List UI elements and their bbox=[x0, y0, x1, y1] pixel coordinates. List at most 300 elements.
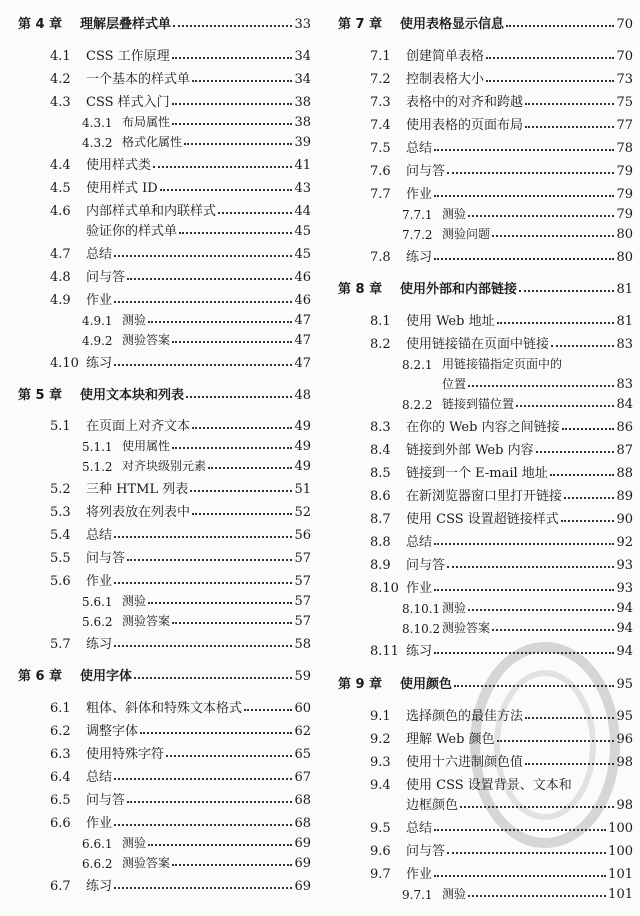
toc-entry-number: 5.3 bbox=[50, 505, 71, 520]
dot-leader bbox=[166, 755, 292, 757]
toc-entry-page: 80 bbox=[616, 227, 633, 242]
dot-leader bbox=[173, 25, 292, 27]
toc-entry-page: 47 bbox=[294, 333, 311, 348]
toc-entry-title: 使用样式类 bbox=[86, 158, 152, 173]
dot-leader bbox=[506, 25, 614, 27]
dot-leader bbox=[454, 685, 614, 687]
toc-entry-number: 6.7 bbox=[50, 879, 71, 894]
toc-entry-number: 5.2 bbox=[50, 482, 71, 497]
toc-entry bbox=[18, 306, 311, 328]
toc-entry-number: 8.6 bbox=[370, 489, 391, 504]
toc-entry-page: 56 bbox=[294, 528, 311, 543]
toc-entry-title: 总结 bbox=[86, 770, 113, 785]
dot-leader bbox=[561, 520, 615, 522]
toc-entry-title: 测验 bbox=[122, 594, 147, 608]
dot-leader bbox=[114, 778, 292, 780]
toc-entry bbox=[18, 763, 311, 785]
toc-entry-number: 6.1 bbox=[50, 701, 71, 716]
dot-leader bbox=[497, 322, 615, 324]
toc-entry-title: 选择颜色的最佳方法 bbox=[406, 709, 524, 724]
toc-entry-page: 80 bbox=[616, 250, 633, 265]
dot-leader bbox=[208, 467, 292, 469]
toc-entry-page: 69 bbox=[294, 856, 311, 871]
toc-entry-page: 78 bbox=[616, 141, 633, 156]
toc-entry-page: 58 bbox=[294, 637, 311, 652]
dot-leader bbox=[497, 740, 615, 742]
toc-entry-number: 4.2 bbox=[50, 72, 71, 87]
toc-entry-title: 练习 bbox=[86, 879, 113, 894]
toc-entry bbox=[338, 814, 633, 836]
toc-entry-page: 81 bbox=[616, 314, 633, 329]
toc-entry-number: 6.2 bbox=[50, 724, 71, 739]
toc-entry-title: 理解 Web 颜色 bbox=[406, 732, 495, 747]
dot-leader bbox=[434, 829, 606, 831]
toc-entry-page: 60 bbox=[294, 701, 311, 716]
toc-entry-title: 使用 CSS 设置超链接样式 bbox=[406, 512, 559, 527]
toc-entry-number: 7.7.1 bbox=[402, 208, 433, 222]
toc-entry bbox=[338, 551, 633, 573]
toc-entry-page: 34 bbox=[294, 72, 311, 87]
dot-leader bbox=[516, 405, 614, 407]
toc-entry-page: 98 bbox=[616, 798, 633, 813]
dot-leader bbox=[564, 497, 614, 499]
toc-entry-title: CSS 工作原理 bbox=[86, 49, 170, 64]
toc-entry-title: 使用颜色 bbox=[400, 677, 453, 692]
toc-entry bbox=[18, 240, 311, 262]
toc-entry bbox=[18, 521, 311, 543]
toc-entry-number: 7.7 bbox=[370, 187, 391, 202]
toc-entry-page: 84 bbox=[616, 397, 633, 412]
dot-leader bbox=[184, 143, 292, 145]
dot-leader bbox=[218, 212, 292, 214]
toc-entry-title: 用链接锚指定页面中的 bbox=[442, 357, 563, 371]
toc-entry-title: 位置 bbox=[442, 377, 467, 391]
toc-entry-title: 作业 bbox=[406, 581, 433, 596]
toc-entry-number: 8.2.2 bbox=[402, 398, 433, 412]
toc-entry bbox=[18, 809, 311, 831]
toc-entry bbox=[338, 65, 633, 87]
dot-leader bbox=[186, 396, 292, 398]
toc-entry-title: 作业 bbox=[406, 867, 433, 882]
toc-entry-number: 8.5 bbox=[370, 466, 391, 481]
dot-leader bbox=[153, 166, 292, 168]
toc-entry-page: 79 bbox=[616, 207, 633, 222]
toc-entry-title: 总结 bbox=[406, 141, 433, 156]
toc-entry bbox=[338, 42, 633, 64]
toc-entry-number: 4.7 bbox=[50, 247, 71, 262]
toc-entry-page: 94 bbox=[616, 601, 633, 616]
dot-leader bbox=[447, 566, 614, 568]
dot-leader bbox=[114, 645, 292, 647]
dot-leader bbox=[134, 677, 292, 679]
toc-entry-title: 对齐块级别元素 bbox=[122, 459, 207, 473]
dot-leader bbox=[140, 732, 292, 734]
toc-entry-title: 练习 bbox=[86, 637, 113, 652]
toc-entry-number: 6.6 bbox=[50, 816, 71, 831]
toc-entry bbox=[338, 413, 633, 435]
toc-entry-title: 使用表格显示信息 bbox=[400, 17, 505, 32]
toc-entry-number: 5.6.2 bbox=[82, 615, 113, 629]
toc-entry bbox=[338, 725, 633, 747]
toc-entry-page: 69 bbox=[294, 836, 311, 851]
toc-entry bbox=[338, 574, 633, 596]
toc-entry-title: 测验 bbox=[122, 836, 147, 850]
toc-entry-page: 33 bbox=[294, 17, 311, 32]
toc-entry-page: 57 bbox=[294, 614, 311, 629]
toc-entry-title: 问与答 bbox=[406, 164, 446, 179]
toc-entry-page: 73 bbox=[616, 72, 633, 87]
toc-entry-page: 45 bbox=[294, 224, 311, 239]
toc-entry-title: 问与答 bbox=[86, 270, 126, 285]
toc-entry-page: 38 bbox=[294, 115, 311, 130]
toc-entry bbox=[338, 702, 633, 724]
toc-entry-number: 8.2 bbox=[370, 337, 391, 352]
toc-entry-page: 100 bbox=[608, 821, 633, 836]
toc-entry-title: 在你的 Web 内容之间链接 bbox=[406, 420, 560, 435]
toc-entry-page: 101 bbox=[608, 887, 633, 902]
toc-entry bbox=[338, 482, 633, 504]
dot-leader bbox=[114, 255, 292, 257]
toc-entry-number: 6.3 bbox=[50, 747, 71, 762]
toc-entry bbox=[338, 594, 633, 616]
dot-leader bbox=[172, 103, 293, 105]
dot-leader bbox=[434, 652, 614, 654]
toc-entry bbox=[18, 412, 311, 434]
toc-entry bbox=[338, 614, 633, 636]
toc-entry-page: 96 bbox=[616, 732, 633, 747]
toc-entry bbox=[18, 286, 311, 308]
toc-entry bbox=[18, 498, 311, 520]
dot-leader bbox=[434, 258, 614, 260]
toc-entry bbox=[18, 42, 311, 64]
toc-entry-number: 9.6 bbox=[370, 844, 391, 859]
dot-leader bbox=[172, 57, 293, 59]
toc-entry-page: 45 bbox=[294, 247, 311, 262]
toc-entry-title: 使用样式 ID bbox=[86, 181, 158, 196]
toc-entry-number: 8.1 bbox=[370, 314, 391, 329]
toc-entry-number: 8.2.1 bbox=[402, 358, 433, 372]
toc-entry-page: 48 bbox=[294, 388, 311, 403]
dot-leader bbox=[486, 57, 614, 59]
dot-leader bbox=[114, 536, 292, 538]
toc-entry-title: 调整字体 bbox=[86, 724, 139, 739]
toc-entry bbox=[338, 157, 633, 179]
toc-entry-number: 8.3 bbox=[370, 420, 391, 435]
dot-leader bbox=[172, 341, 292, 343]
dot-leader bbox=[519, 290, 614, 292]
toc-entry-page: 86 bbox=[616, 420, 633, 435]
toc-entry-title: 测验 bbox=[122, 313, 147, 327]
toc-entry-number: 5.1.2 bbox=[82, 460, 113, 474]
toc-entry bbox=[18, 786, 311, 808]
dot-leader bbox=[192, 513, 292, 515]
toc-entry-number: 6.4 bbox=[50, 770, 71, 785]
toc-entry-page: 77 bbox=[616, 118, 633, 133]
dot-leader bbox=[447, 172, 614, 174]
toc-entry-title: CSS 样式入门 bbox=[86, 95, 170, 110]
toc-entry-title: 练习 bbox=[86, 356, 113, 371]
toc-entry-number: 4.3.1 bbox=[82, 116, 113, 130]
toc-chapter-entry bbox=[18, 10, 311, 32]
dot-leader bbox=[160, 189, 293, 191]
toc-chapter-entry bbox=[338, 10, 633, 32]
toc-entry-number: 4.3 bbox=[50, 95, 71, 110]
toc-entry-page: 94 bbox=[616, 644, 633, 659]
toc-entry-title: 三种 HTML 列表 bbox=[86, 482, 189, 497]
dot-leader bbox=[244, 709, 292, 711]
toc-entry-page: 67 bbox=[294, 770, 311, 785]
toc-entry-page: 92 bbox=[616, 535, 633, 550]
toc-entry bbox=[18, 717, 311, 739]
dot-leader bbox=[114, 887, 292, 889]
toc-entry-number: 6.6.2 bbox=[82, 857, 113, 871]
dot-leader bbox=[434, 543, 614, 545]
dot-leader bbox=[525, 717, 614, 719]
toc-entry-number: 第 6 章 bbox=[18, 669, 63, 684]
dot-leader bbox=[562, 428, 615, 430]
toc-entry-number: 9.7.1 bbox=[402, 888, 433, 902]
toc-entry bbox=[18, 197, 311, 219]
toc-entry-title: 理解层叠样式单 bbox=[80, 17, 172, 32]
toc-entry-page: 100 bbox=[608, 844, 633, 859]
toc-entry-title: 问与答 bbox=[86, 793, 126, 808]
toc-entry-page: 88 bbox=[616, 466, 633, 481]
dot-leader bbox=[172, 622, 292, 624]
toc-entry bbox=[338, 180, 633, 202]
toc-entry bbox=[18, 452, 311, 474]
toc-entry-title: 控制表格大小 bbox=[406, 72, 485, 87]
toc-entry bbox=[18, 263, 311, 285]
toc-entry-number: 4.8 bbox=[50, 270, 71, 285]
dot-leader bbox=[148, 321, 292, 323]
toc-entry-page: 75 bbox=[616, 95, 633, 110]
toc-entry bbox=[18, 432, 311, 454]
toc-entry bbox=[338, 528, 633, 550]
toc-entry-title: 作业 bbox=[86, 816, 113, 831]
toc-entry bbox=[338, 370, 633, 392]
toc-entry-title: 测验答案 bbox=[122, 333, 171, 347]
toc-entry-number: 4.10 bbox=[50, 356, 79, 371]
dot-leader bbox=[434, 149, 614, 151]
toc-entry-title: 测验答案 bbox=[442, 621, 491, 635]
toc-entry-title: 格式化属性 bbox=[122, 135, 183, 149]
toc-entry-number: 9.7 bbox=[370, 867, 391, 882]
toc-entry bbox=[338, 243, 633, 265]
toc-entry bbox=[338, 307, 633, 329]
toc-entry bbox=[18, 630, 311, 652]
toc-entry-number: 7.7.2 bbox=[402, 228, 433, 242]
toc-entry-page: 101 bbox=[608, 867, 633, 882]
dot-leader bbox=[468, 385, 614, 387]
dot-leader bbox=[192, 427, 292, 429]
toc-chapter-entry bbox=[338, 670, 633, 692]
toc-entry-title: 总结 bbox=[406, 821, 433, 836]
toc-entry bbox=[338, 350, 633, 372]
toc-entry bbox=[338, 111, 633, 133]
toc-entry bbox=[18, 475, 311, 497]
toc-entry-page: 93 bbox=[616, 558, 633, 573]
dot-leader bbox=[447, 852, 606, 854]
dot-leader bbox=[434, 589, 614, 591]
dot-leader bbox=[525, 763, 614, 765]
toc-entry-title: 边框颜色 bbox=[406, 798, 459, 813]
toc-entry-title: 链接到锚位置 bbox=[442, 397, 515, 411]
toc-entry-title: 使用 CSS 设置背景、文本和 bbox=[406, 778, 572, 793]
toc-entry-page: 51 bbox=[294, 482, 311, 497]
toc-entry bbox=[18, 151, 311, 173]
toc-entry bbox=[18, 829, 311, 851]
toc-entry-number: 7.8 bbox=[370, 250, 391, 265]
toc-entry-page: 44 bbox=[294, 204, 311, 219]
dot-leader bbox=[525, 126, 614, 128]
toc-entry bbox=[18, 872, 311, 894]
dot-leader bbox=[148, 844, 292, 846]
toc-entry-title: 测验答案 bbox=[122, 614, 171, 628]
toc-entry-page: 57 bbox=[294, 574, 311, 589]
toc-entry-number: 5.6 bbox=[50, 574, 71, 589]
toc-entry bbox=[338, 330, 633, 352]
toc-entry-title: 链接到一个 E-mail 地址 bbox=[406, 466, 548, 481]
toc-entry-page: 41 bbox=[294, 158, 311, 173]
toc-entry-title: 链接到外部 Web 内容 bbox=[406, 443, 534, 458]
toc-entry bbox=[18, 567, 311, 589]
toc-entry-number: 5.4 bbox=[50, 528, 71, 543]
toc-entry-number: 7.2 bbox=[370, 72, 391, 87]
dot-leader bbox=[434, 875, 606, 877]
toc-entry-number: 8.11 bbox=[370, 644, 399, 659]
toc-entry-title: 布局属性 bbox=[122, 115, 171, 129]
toc-entry-number: 4.4 bbox=[50, 158, 71, 173]
dot-leader bbox=[468, 215, 614, 217]
toc-entry-page: 83 bbox=[616, 377, 633, 392]
toc-entry-title: 使用 Web 地址 bbox=[406, 314, 495, 329]
toc-chapter-entry bbox=[18, 662, 311, 684]
dot-leader bbox=[486, 80, 614, 82]
toc-entry bbox=[18, 128, 311, 150]
toc-entry-number: 第 5 章 bbox=[18, 388, 63, 403]
toc-entry bbox=[18, 740, 311, 762]
toc-entry-page: 68 bbox=[294, 793, 311, 808]
toc-entry-page: 95 bbox=[616, 677, 633, 692]
toc-entry bbox=[18, 544, 311, 566]
toc-entry-number: 7.1 bbox=[370, 49, 391, 64]
dot-leader bbox=[172, 447, 292, 449]
toc-entry-number: 4.5 bbox=[50, 181, 71, 196]
toc-entry-number: 9.4 bbox=[370, 778, 391, 793]
toc-entry-title: 创建简单表格 bbox=[406, 49, 485, 64]
toc-entry-title: 使用文本块和列表 bbox=[80, 388, 185, 403]
toc-entry bbox=[18, 694, 311, 716]
toc-entry bbox=[338, 134, 633, 156]
toc-entry bbox=[338, 637, 633, 659]
toc-entry-page: 65 bbox=[294, 747, 311, 762]
toc-entry-page: 43 bbox=[294, 181, 311, 196]
toc-entry bbox=[338, 860, 633, 882]
dot-leader bbox=[468, 609, 614, 611]
toc-entry-title: 使用链接锚在页面中链接 bbox=[406, 337, 550, 352]
toc-entry-page: 95 bbox=[616, 709, 633, 724]
dot-leader bbox=[536, 451, 615, 453]
toc-entry bbox=[338, 505, 633, 527]
toc-entry-page: 57 bbox=[294, 594, 311, 609]
toc-entry-page: 49 bbox=[294, 439, 311, 454]
toc-entry-page: 69 bbox=[294, 879, 311, 894]
toc-entry-title: 使用属性 bbox=[122, 439, 171, 453]
toc-entry-number: 第 4 章 bbox=[18, 17, 63, 32]
toc-entry-number: 4.9 bbox=[50, 293, 71, 308]
toc-entry-page: 87 bbox=[616, 443, 633, 458]
toc-entry-title: 测验问题 bbox=[442, 227, 491, 241]
dot-leader bbox=[434, 195, 614, 197]
toc-entry-number: 7.4 bbox=[370, 118, 391, 133]
dot-leader bbox=[172, 864, 292, 866]
toc-entry-number: 第 9 章 bbox=[338, 677, 383, 692]
toc-entry-number: 6.6.1 bbox=[82, 837, 113, 851]
toc-entry-title: 总结 bbox=[406, 535, 433, 550]
toc-entry-title: 使用外部和内部链接 bbox=[400, 282, 518, 297]
toc-entry-page: 52 bbox=[294, 505, 311, 520]
toc-entry-title: 作业 bbox=[86, 293, 113, 308]
toc-entry-number: 4.9.1 bbox=[82, 314, 113, 328]
toc-entry bbox=[338, 880, 633, 902]
toc-entry-number: 第 8 章 bbox=[338, 282, 383, 297]
toc-entry bbox=[18, 849, 311, 871]
toc-entry-page: 46 bbox=[294, 270, 311, 285]
toc-entry-title: 在页面上对齐文本 bbox=[86, 419, 191, 434]
toc-entry-page: 98 bbox=[616, 755, 633, 770]
toc-entry-title: 总结 bbox=[86, 528, 113, 543]
toc-entry bbox=[338, 436, 633, 458]
toc-entry-page: 70 bbox=[616, 49, 633, 64]
toc-entry-page: 81 bbox=[616, 282, 633, 297]
toc-entry-number: 8.7 bbox=[370, 512, 391, 527]
toc-entry-number: 8.8 bbox=[370, 535, 391, 550]
toc-entry-number: 5.1 bbox=[50, 419, 71, 434]
toc-entry-page: 79 bbox=[616, 164, 633, 179]
dot-leader bbox=[550, 474, 615, 476]
toc-entry-title: 练习 bbox=[406, 644, 433, 659]
toc-entry-page: 49 bbox=[294, 459, 311, 474]
toc-entry-number: 8.4 bbox=[370, 443, 391, 458]
toc-entry-number: 4.6 bbox=[50, 204, 71, 219]
toc-entry-page: 47 bbox=[294, 313, 311, 328]
toc-entry-title: 问与答 bbox=[406, 558, 446, 573]
toc-entry-number: 8.10.1 bbox=[402, 602, 441, 616]
toc-entry-number: 4.1 bbox=[50, 49, 71, 64]
toc-entry-title: 测验 bbox=[442, 601, 467, 615]
toc-entry-title: 问与答 bbox=[406, 844, 446, 859]
toc-entry-page: 70 bbox=[616, 17, 633, 32]
toc-chapter-entry bbox=[338, 275, 633, 297]
toc-entry-number: 5.1.1 bbox=[82, 440, 113, 454]
toc-entry-number: 8.10.2 bbox=[402, 622, 441, 636]
dot-leader bbox=[192, 80, 292, 82]
toc-entry-title: 作业 bbox=[406, 187, 433, 202]
toc-entry-number: 6.5 bbox=[50, 793, 71, 808]
toc-entry bbox=[18, 607, 311, 629]
toc-entry-page: 79 bbox=[616, 187, 633, 202]
toc-entry-title: 测验 bbox=[442, 207, 467, 221]
toc-entry bbox=[338, 88, 633, 110]
toc-entry-page: 89 bbox=[616, 489, 633, 504]
toc-entry-number: 9.2 bbox=[370, 732, 391, 747]
toc-entry-title: 验证你的样式单 bbox=[86, 224, 178, 239]
dot-leader bbox=[114, 824, 292, 826]
dot-leader bbox=[114, 582, 292, 584]
toc-entry bbox=[18, 174, 311, 196]
toc-entry-number: 5.7 bbox=[50, 637, 71, 652]
toc-chapter-entry bbox=[18, 381, 311, 403]
